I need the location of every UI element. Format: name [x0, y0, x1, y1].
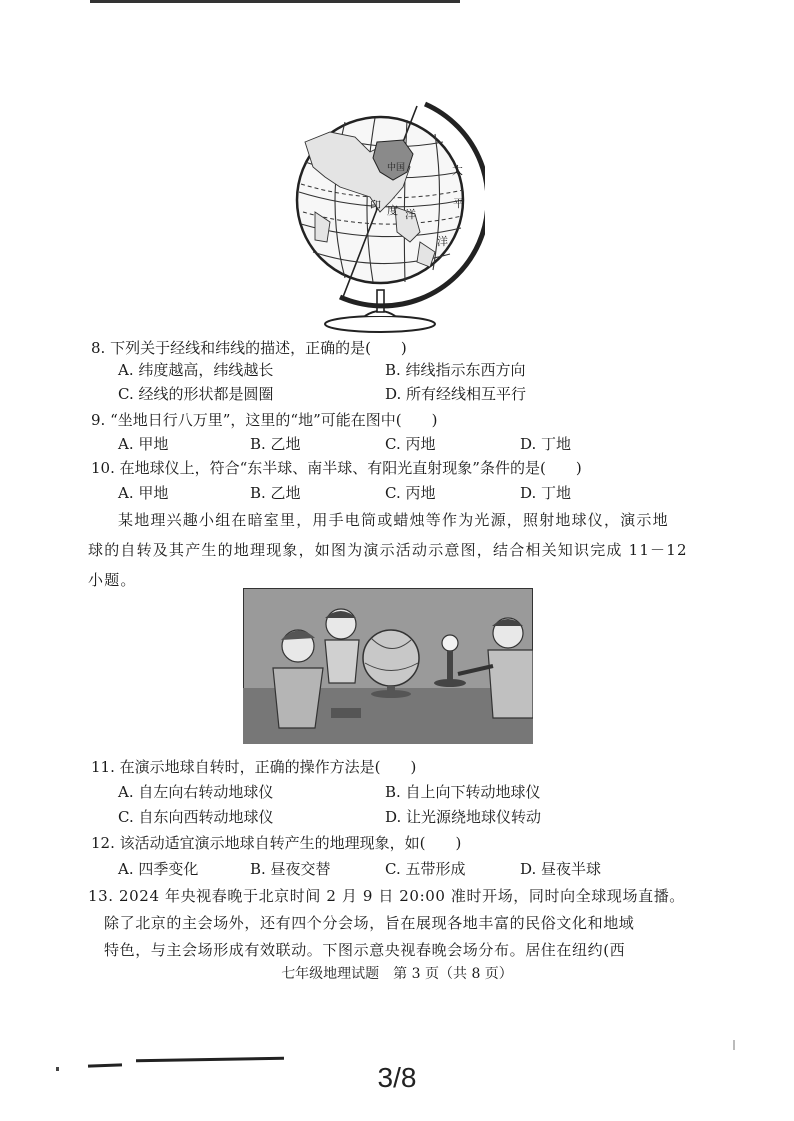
- question-9-option-a: A. 甲地: [118, 435, 169, 453]
- question-9-option-d: D. 丁地: [520, 435, 572, 453]
- question-11-option-a: A. 自左向右转动地球仪: [118, 783, 274, 801]
- question-10-option-c: C. 丙地: [385, 484, 436, 502]
- intro-line-1: 某地理兴趣小组在暗室里，用手电筒或蜡烛等作为光源，照射地球仪，演示地: [118, 511, 669, 529]
- question-8-option-d: D. 所有经线相互平行: [385, 385, 527, 403]
- intro-paragraph: [88, 505, 700, 595]
- globe-label-indian-1: 印: [370, 199, 381, 212]
- page-indicator: 3/8: [377, 1062, 417, 1093]
- question-8-option-c: C. 经线的形状都是圆圈: [118, 385, 274, 403]
- globe-illustration: [285, 92, 485, 337]
- question-9-stem: 9. “坐地日行八万里”，这里的“地”可能在图中( ): [91, 411, 438, 429]
- question-13-line-2: 除了北京的主会场外，还有四个分会场，旨在展现各地丰富的民俗文化和地域: [104, 914, 635, 932]
- globe-label-pacific-2: 平: [453, 197, 464, 210]
- page-footer: 七年级地理试题 第 3 页（共 8 页）: [281, 966, 513, 982]
- globe-label-china: 中国: [387, 163, 406, 173]
- question-11-option-b: B. 自上向下转动地球仪: [385, 783, 541, 801]
- question-9-option-c: C. 丙地: [385, 435, 436, 453]
- intro-line-2: 球的自转及其产生的地理现象，如图为演示活动示意图，结合相关知识完成 11－12: [88, 541, 688, 559]
- demo-activity-illustration: [243, 588, 533, 744]
- question-12-stem: 12. 该活动适宜演示地球自转产生的地理现象，如( ): [91, 834, 462, 852]
- question-13-line-3: 特色，与主会场形成有效联动。下图示意央视春晚会场分布。居住在纽约(西: [104, 941, 626, 959]
- question-8-option-b: B. 纬线指示东西方向: [385, 361, 526, 379]
- intro-line-3: 小题。: [88, 571, 137, 589]
- question-12-option-a: A. 四季变化: [118, 860, 199, 878]
- globe-label-indian-3: 洋: [405, 208, 416, 221]
- question-11-option-d: D. 让光源绕地球仪转动: [385, 808, 542, 826]
- globe-label-pacific-3: 洋: [437, 235, 448, 248]
- scan-mark: [733, 1040, 735, 1050]
- question-10-option-a: A. 甲地: [118, 484, 169, 502]
- demo-activity-photo: [243, 588, 533, 744]
- globe-figure: [285, 92, 485, 337]
- question-9-option-b: B. 乙地: [250, 435, 301, 453]
- question-13: [88, 883, 708, 964]
- question-8-option-a: A. 纬度越高，纬线越长: [118, 361, 274, 379]
- question-13-stem: 13. 2024 年央视春晚于北京时间 2 月 9 日 20:00 准时开场，同时向全球现场直播。: [88, 887, 685, 905]
- question-12-option-b: B. 昼夜交替: [250, 860, 331, 878]
- question-12-option-d: D. 昼夜半球: [520, 860, 602, 878]
- question-10-stem: 10. 在地球仪上，符合“东半球、南半球、有阳光直射现象”条件的是( ): [91, 459, 582, 477]
- question-11-stem: 11. 在演示地球自转时，正确的操作方法是( ): [91, 758, 417, 776]
- question-12-option-c: C. 五带形成: [385, 860, 466, 878]
- question-11-option-c: C. 自东向西转动地球仪: [118, 808, 274, 826]
- question-8-stem: 8. 下列关于经线和纬线的描述，正确的是( ): [91, 339, 407, 357]
- question-10-option-b: B. 乙地: [250, 484, 301, 502]
- globe-label-indian-2: 度: [387, 204, 398, 217]
- question-10-option-d: D. 丁地: [520, 484, 572, 502]
- globe-label-pacific-1: 太: [452, 164, 463, 177]
- top-rule: [90, 0, 460, 3]
